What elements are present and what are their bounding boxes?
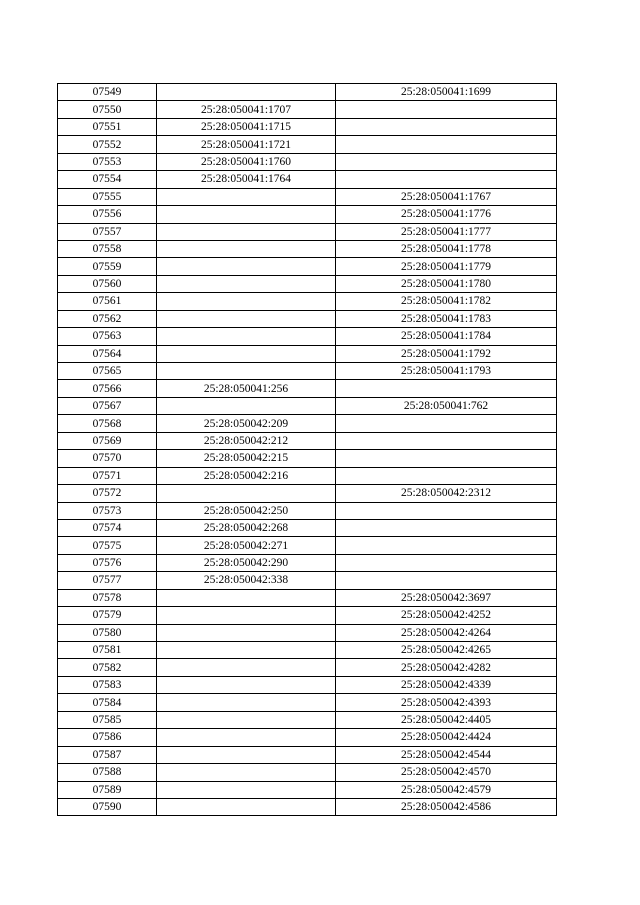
cadastral-number-cell-b: [336, 519, 557, 536]
cadastral-number-cell-b: [336, 537, 557, 554]
table-row: [58, 572, 557, 589]
row-number-cell: 07577: [58, 572, 157, 589]
row-number-cell: 07561: [58, 293, 157, 310]
row-number-cell: 07564: [58, 345, 157, 362]
cadastral-number-cell-a: 25:28:050042:250: [157, 502, 336, 519]
table-row: [58, 84, 557, 101]
row-number-cell: 07584: [58, 694, 157, 711]
table-row: [58, 537, 557, 554]
row-number-cell: 07557: [58, 223, 157, 240]
table-row: [58, 275, 557, 292]
row-number-cell: 07576: [58, 554, 157, 571]
row-number-cell: 07559: [58, 258, 157, 275]
table-row: [58, 415, 557, 432]
cadastral-number-cell-b: 25:28:050041:1792: [336, 345, 557, 362]
cadastral-number-cell-b: 25:28:050042:4265: [336, 642, 557, 659]
row-number-cell: 07571: [58, 467, 157, 484]
table-row: [58, 746, 557, 763]
cadastral-number-cell-b: [336, 171, 557, 188]
row-number-cell: 07556: [58, 206, 157, 223]
row-number-cell: 07552: [58, 136, 157, 153]
cadastral-number-cell-b: 25:28:050041:1776: [336, 206, 557, 223]
row-number-cell: 07570: [58, 450, 157, 467]
row-number-cell: 07562: [58, 310, 157, 327]
cadastral-number-cell-a: [157, 240, 336, 257]
table-body: [58, 84, 557, 816]
cadastral-number-cell-b: 25:28:050041:1784: [336, 328, 557, 345]
cadastral-number-cell-a: 25:28:050041:1707: [157, 101, 336, 118]
table-row: [58, 136, 557, 153]
table-row: [58, 519, 557, 536]
cadastral-number-cell-b: 25:28:050042:2312: [336, 485, 557, 502]
cadastral-number-cell-b: 25:28:050041:1777: [336, 223, 557, 240]
cadastral-number-cell-b: 25:28:050042:4579: [336, 781, 557, 798]
cadastral-number-cell-b: 25:28:050042:4264: [336, 624, 557, 641]
cadastral-number-cell-b: [336, 467, 557, 484]
row-number-cell: 07555: [58, 188, 157, 205]
row-number-cell: 07587: [58, 746, 157, 763]
row-number-cell: 07573: [58, 502, 157, 519]
row-number-cell: 07580: [58, 624, 157, 641]
cadastral-number-cell-b: 25:28:050041:1793: [336, 363, 557, 380]
cadastral-number-cell-a: [157, 188, 336, 205]
cadastral-number-cell-a: [157, 624, 336, 641]
row-number-cell: 07550: [58, 101, 157, 118]
cadastral-number-cell-b: [336, 118, 557, 135]
table-row: [58, 554, 557, 571]
cadastral-number-cell-b: [336, 136, 557, 153]
cadastral-number-cell-b: [336, 101, 557, 118]
table-row: [58, 118, 557, 135]
row-number-cell: 07582: [58, 659, 157, 676]
row-number-cell: 07569: [58, 432, 157, 449]
table-row: [58, 240, 557, 257]
table-row: [58, 363, 557, 380]
cadastral-number-cell-b: 25:28:050042:4586: [336, 798, 557, 815]
row-number-cell: 07590: [58, 798, 157, 815]
table-row: [58, 624, 557, 641]
cadastral-number-cell-b: 25:28:050041:1779: [336, 258, 557, 275]
table-row: [58, 694, 557, 711]
cadastral-number-cell-a: [157, 589, 336, 606]
cadastral-number-cell-a: [157, 729, 336, 746]
cadastral-number-cell-b: [336, 380, 557, 397]
cadastral-number-cell-b: 25:28:050042:4393: [336, 694, 557, 711]
table-row: [58, 798, 557, 815]
table-row: [58, 188, 557, 205]
cadastral-number-cell-a: 25:28:050041:1721: [157, 136, 336, 153]
cadastral-number-cell-a: 25:28:050042:338: [157, 572, 336, 589]
cadastral-number-cell-a: 25:28:050042:216: [157, 467, 336, 484]
cadastral-number-cell-a: [157, 781, 336, 798]
cadastral-number-cell-a: 25:28:050042:271: [157, 537, 336, 554]
row-number-cell: 07553: [58, 153, 157, 170]
table-row: [58, 485, 557, 502]
table-row: [58, 607, 557, 624]
table-row: [58, 171, 557, 188]
cadastral-number-cell-b: 25:28:050041:1778: [336, 240, 557, 257]
cadastral-number-cell-b: 25:28:050042:4282: [336, 659, 557, 676]
table-row: [58, 223, 557, 240]
table-row: [58, 467, 557, 484]
row-number-cell: 07583: [58, 676, 157, 693]
cadastral-number-cell-a: [157, 711, 336, 728]
row-number-cell: 07572: [58, 485, 157, 502]
table-row: [58, 729, 557, 746]
table-row: [58, 328, 557, 345]
row-number-cell: 07588: [58, 764, 157, 781]
cadastral-number-cell-a: [157, 746, 336, 763]
cadastral-number-cell-a: [157, 764, 336, 781]
cadastral-number-cell-b: [336, 502, 557, 519]
cadastral-number-cell-a: [157, 84, 336, 101]
row-number-cell: 07575: [58, 537, 157, 554]
table-row: [58, 345, 557, 362]
cadastral-number-cell-a: [157, 258, 336, 275]
table-row: [58, 589, 557, 606]
table-row: [58, 764, 557, 781]
table-row: [58, 432, 557, 449]
row-number-cell: 07563: [58, 328, 157, 345]
cadastral-number-table: [57, 83, 557, 816]
table-row: [58, 153, 557, 170]
cadastral-number-cell-b: 25:28:050042:4252: [336, 607, 557, 624]
cadastral-number-cell-a: 25:28:050041:1764: [157, 171, 336, 188]
cadastral-number-cell-a: [157, 223, 336, 240]
cadastral-number-cell-a: [157, 328, 336, 345]
cadastral-number-cell-b: [336, 450, 557, 467]
row-number-cell: 07567: [58, 397, 157, 414]
row-number-cell: 07574: [58, 519, 157, 536]
row-number-cell: 07554: [58, 171, 157, 188]
cadastral-number-cell-a: [157, 397, 336, 414]
cadastral-number-cell-a: [157, 798, 336, 815]
table-row: [58, 450, 557, 467]
cadastral-number-cell-a: [157, 642, 336, 659]
cadastral-number-cell-a: 25:28:050042:209: [157, 415, 336, 432]
cadastral-number-cell-a: [157, 345, 336, 362]
row-number-cell: 07568: [58, 415, 157, 432]
cadastral-number-cell-b: 25:28:050042:4339: [336, 676, 557, 693]
row-number-cell: 07589: [58, 781, 157, 798]
table-row: [58, 502, 557, 519]
table-row: [58, 258, 557, 275]
cadastral-number-cell-b: 25:28:050041:1782: [336, 293, 557, 310]
table-row: [58, 380, 557, 397]
cadastral-number-cell-a: [157, 694, 336, 711]
table-row: [58, 711, 557, 728]
cadastral-number-cell-a: [157, 293, 336, 310]
cadastral-number-cell-b: 25:28:050041:762: [336, 397, 557, 414]
row-number-cell: 07578: [58, 589, 157, 606]
cadastral-number-cell-b: 25:28:050042:4424: [336, 729, 557, 746]
cadastral-number-cell-a: 25:28:050042:212: [157, 432, 336, 449]
cadastral-number-cell-b: 25:28:050042:4570: [336, 764, 557, 781]
row-number-cell: 07586: [58, 729, 157, 746]
table-row: [58, 781, 557, 798]
cadastral-number-cell-a: [157, 275, 336, 292]
cadastral-number-cell-b: 25:28:050041:1767: [336, 188, 557, 205]
cadastral-number-cell-b: [336, 153, 557, 170]
cadastral-number-cell-b: [336, 572, 557, 589]
cadastral-number-cell-a: 25:28:050041:1760: [157, 153, 336, 170]
cadastral-number-cell-a: [157, 676, 336, 693]
cadastral-number-cell-a: 25:28:050041:1715: [157, 118, 336, 135]
cadastral-number-cell-a: [157, 206, 336, 223]
row-number-cell: 07566: [58, 380, 157, 397]
cadastral-number-cell-a: 25:28:050042:290: [157, 554, 336, 571]
cadastral-number-cell-a: 25:28:050042:268: [157, 519, 336, 536]
table-row: [58, 397, 557, 414]
row-number-cell: 07585: [58, 711, 157, 728]
cadastral-number-cell-a: 25:28:050041:256: [157, 380, 336, 397]
cadastral-number-cell-b: 25:28:050042:4405: [336, 711, 557, 728]
table-row: [58, 101, 557, 118]
table-row: [58, 293, 557, 310]
row-number-cell: 07579: [58, 607, 157, 624]
table-row: [58, 676, 557, 693]
cadastral-number-cell-a: [157, 485, 336, 502]
table-row: [58, 659, 557, 676]
row-number-cell: 07551: [58, 118, 157, 135]
table-row: [58, 642, 557, 659]
table-row: [58, 310, 557, 327]
cadastral-number-cell-b: 25:28:050041:1699: [336, 84, 557, 101]
cadastral-number-cell-b: 25:28:050041:1780: [336, 275, 557, 292]
cadastral-number-cell-a: [157, 363, 336, 380]
cadastral-number-cell-a: [157, 310, 336, 327]
cadastral-number-cell-a: [157, 659, 336, 676]
cadastral-number-cell-b: 25:28:050042:3697: [336, 589, 557, 606]
table-row: [58, 206, 557, 223]
cadastral-number-cell-b: [336, 554, 557, 571]
row-number-cell: 07558: [58, 240, 157, 257]
row-number-cell: 07560: [58, 275, 157, 292]
cadastral-number-cell-b: 25:28:050042:4544: [336, 746, 557, 763]
row-number-cell: 07581: [58, 642, 157, 659]
cadastral-number-cell-a: 25:28:050042:215: [157, 450, 336, 467]
row-number-cell: 07549: [58, 84, 157, 101]
row-number-cell: 07565: [58, 363, 157, 380]
cadastral-number-cell-b: [336, 415, 557, 432]
cadastral-number-cell-a: [157, 607, 336, 624]
cadastral-number-cell-b: 25:28:050041:1783: [336, 310, 557, 327]
cadastral-number-cell-b: [336, 432, 557, 449]
